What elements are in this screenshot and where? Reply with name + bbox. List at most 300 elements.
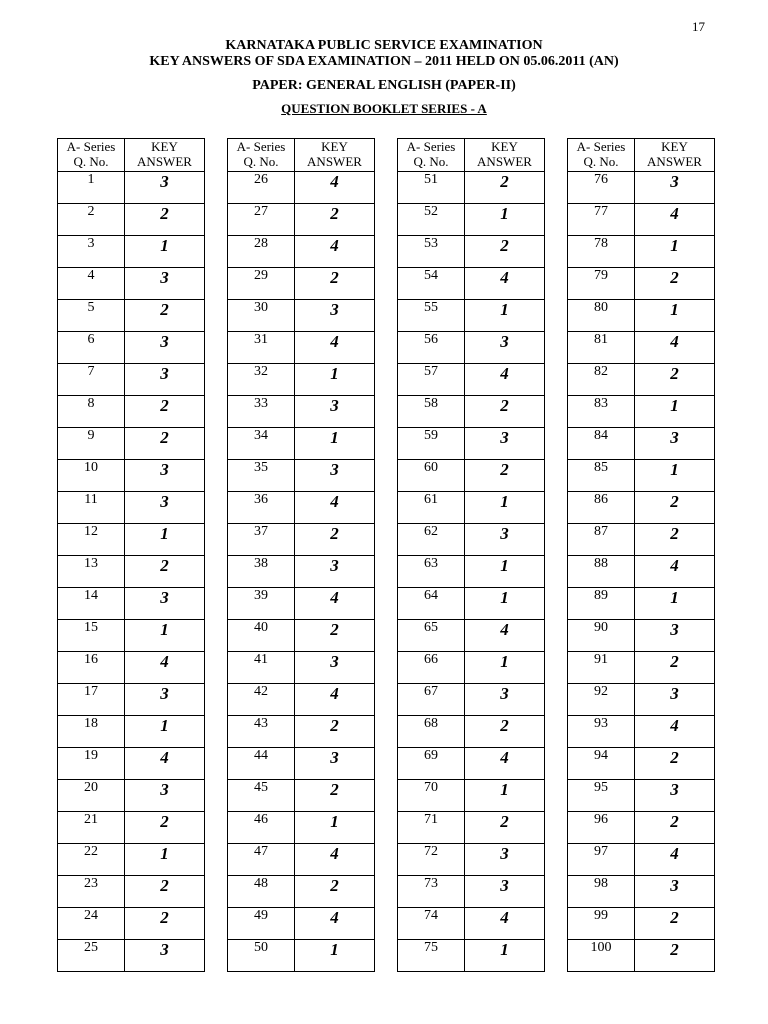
question-number: 72 (398, 844, 465, 876)
question-number: 98 (568, 876, 635, 908)
q-header (568, 139, 635, 172)
question-number: 42 (228, 684, 295, 716)
question-number: 32 (228, 364, 295, 396)
column-gap (545, 940, 568, 972)
column-gap (205, 268, 228, 300)
key-answer: 3 (635, 620, 715, 652)
column-gap (375, 204, 398, 236)
key-answer: 1 (125, 236, 205, 268)
key-answer: 1 (635, 588, 715, 620)
question-number: 81 (568, 332, 635, 364)
column-gap (375, 812, 398, 844)
column-gap (375, 908, 398, 940)
booklet-series: QUESTION BOOKLET SERIES - A (281, 101, 487, 116)
question-number: 47 (228, 844, 295, 876)
key-answer: 1 (465, 204, 545, 236)
key-answer: 3 (125, 268, 205, 300)
question-number: 9 (58, 428, 125, 460)
question-number: 58 (398, 396, 465, 428)
column-gap (545, 556, 568, 588)
column-gap (545, 460, 568, 492)
key-answer: 2 (465, 172, 545, 204)
key-answer: 3 (465, 876, 545, 908)
question-number: 57 (398, 364, 465, 396)
a-header-line1: KEY (151, 139, 178, 154)
table-row (58, 396, 715, 428)
table-row (58, 492, 715, 524)
key-answer: 3 (125, 364, 205, 396)
key-answer: 2 (125, 812, 205, 844)
question-number: 75 (398, 940, 465, 972)
key-answer: 1 (465, 588, 545, 620)
key-answer: 1 (635, 460, 715, 492)
column-gap (375, 332, 398, 364)
key-answer: 1 (125, 716, 205, 748)
table-header-row (58, 139, 715, 172)
question-number: 56 (398, 332, 465, 364)
question-number: 55 (398, 300, 465, 332)
key-answer: 1 (635, 300, 715, 332)
key-answer: 4 (465, 748, 545, 780)
key-answer: 4 (295, 172, 375, 204)
key-answer: 4 (295, 588, 375, 620)
column-gap (545, 588, 568, 620)
question-number: 40 (228, 620, 295, 652)
column-gap (375, 460, 398, 492)
question-number: 13 (58, 556, 125, 588)
column-gap (375, 524, 398, 556)
column-gap (375, 716, 398, 748)
q-header (58, 139, 125, 172)
column-gap (205, 300, 228, 332)
column-gap (375, 396, 398, 428)
question-number: 35 (228, 460, 295, 492)
question-number: 59 (398, 428, 465, 460)
key-answer: 1 (465, 780, 545, 812)
column-gap (545, 876, 568, 908)
q-header (228, 139, 295, 172)
q-header-line1: A- Series (576, 139, 626, 154)
question-number: 66 (398, 652, 465, 684)
table-row (58, 716, 715, 748)
key-answer: 4 (465, 620, 545, 652)
column-gap (205, 844, 228, 876)
q-header-line2: Q. No. (583, 154, 619, 169)
question-number: 97 (568, 844, 635, 876)
question-number: 39 (228, 588, 295, 620)
a-header-line1: KEY (491, 139, 518, 154)
key-answer: 2 (295, 268, 375, 300)
key-answer: 2 (635, 940, 715, 972)
column-gap (545, 396, 568, 428)
question-number: 48 (228, 876, 295, 908)
column-gap (545, 812, 568, 844)
column-gap (545, 748, 568, 780)
column-gap (545, 620, 568, 652)
key-answer: 2 (465, 396, 545, 428)
table-row (58, 844, 715, 876)
key-answer: 3 (465, 844, 545, 876)
a-header (295, 139, 375, 172)
question-number: 37 (228, 524, 295, 556)
question-number: 76 (568, 172, 635, 204)
a-header (125, 139, 205, 172)
column-gap (545, 780, 568, 812)
question-number: 84 (568, 428, 635, 460)
key-answer: 3 (295, 300, 375, 332)
column-gap (375, 620, 398, 652)
key-answer: 2 (465, 812, 545, 844)
question-number: 45 (228, 780, 295, 812)
column-gap (375, 139, 398, 172)
key-answer: 4 (635, 556, 715, 588)
column-gap (375, 940, 398, 972)
question-number: 18 (58, 716, 125, 748)
column-gap (375, 844, 398, 876)
question-number: 85 (568, 460, 635, 492)
question-number: 63 (398, 556, 465, 588)
key-answer: 2 (125, 556, 205, 588)
key-answer: 4 (295, 684, 375, 716)
question-number: 22 (58, 844, 125, 876)
column-gap (375, 588, 398, 620)
key-answer: 4 (635, 332, 715, 364)
key-answer: 3 (125, 460, 205, 492)
question-number: 80 (568, 300, 635, 332)
key-answer: 4 (465, 364, 545, 396)
answer-key-table (57, 138, 715, 972)
key-answer: 2 (465, 236, 545, 268)
table-row (58, 652, 715, 684)
question-number: 12 (58, 524, 125, 556)
column-gap (545, 172, 568, 204)
key-answer: 4 (295, 236, 375, 268)
column-gap (205, 332, 228, 364)
column-gap (545, 139, 568, 172)
column-gap (205, 748, 228, 780)
key-answer: 3 (125, 684, 205, 716)
key-answer: 1 (295, 812, 375, 844)
question-number: 70 (398, 780, 465, 812)
q-header (398, 139, 465, 172)
table-row (58, 908, 715, 940)
key-answer: 3 (295, 748, 375, 780)
question-number: 92 (568, 684, 635, 716)
question-number: 4 (58, 268, 125, 300)
column-gap (205, 204, 228, 236)
column-gap (375, 300, 398, 332)
question-number: 3 (58, 236, 125, 268)
column-gap (375, 780, 398, 812)
key-answer: 2 (635, 908, 715, 940)
column-gap (205, 139, 228, 172)
table-row (58, 748, 715, 780)
header-title: KARNATAKA PUBLIC SERVICE EXAMINATION (225, 38, 543, 53)
question-number: 10 (58, 460, 125, 492)
question-number: 96 (568, 812, 635, 844)
question-number: 100 (568, 940, 635, 972)
key-answer: 2 (125, 428, 205, 460)
table-row (58, 300, 715, 332)
key-answer: 3 (635, 428, 715, 460)
question-number: 28 (228, 236, 295, 268)
key-answer: 1 (295, 364, 375, 396)
question-number: 19 (58, 748, 125, 780)
key-answer: 2 (125, 396, 205, 428)
key-answer: 2 (125, 908, 205, 940)
column-gap (545, 204, 568, 236)
question-number: 50 (228, 940, 295, 972)
table-row (58, 556, 715, 588)
question-number: 21 (58, 812, 125, 844)
question-number: 93 (568, 716, 635, 748)
question-number: 1 (58, 172, 125, 204)
key-answer: 2 (295, 876, 375, 908)
column-gap (205, 876, 228, 908)
key-answer: 2 (125, 300, 205, 332)
key-answer: 1 (125, 844, 205, 876)
table-row (58, 172, 715, 204)
key-answer: 1 (125, 524, 205, 556)
key-answer: 3 (295, 396, 375, 428)
column-gap (375, 876, 398, 908)
question-number: 5 (58, 300, 125, 332)
key-answer: 4 (635, 844, 715, 876)
question-number: 86 (568, 492, 635, 524)
question-number: 60 (398, 460, 465, 492)
column-gap (375, 748, 398, 780)
key-answer: 3 (125, 780, 205, 812)
key-answer: 2 (635, 748, 715, 780)
q-header-line1: A- Series (236, 139, 286, 154)
column-gap (205, 492, 228, 524)
a-header-line2: ANSWER (307, 154, 362, 169)
question-number: 51 (398, 172, 465, 204)
q-header-line1: A- Series (66, 139, 116, 154)
question-number: 31 (228, 332, 295, 364)
column-gap (545, 364, 568, 396)
question-number: 65 (398, 620, 465, 652)
column-gap (545, 524, 568, 556)
question-number: 73 (398, 876, 465, 908)
question-number: 7 (58, 364, 125, 396)
question-number: 25 (58, 940, 125, 972)
question-number: 17 (58, 684, 125, 716)
column-gap (545, 236, 568, 268)
column-gap (375, 684, 398, 716)
key-answer: 4 (295, 844, 375, 876)
question-number: 53 (398, 236, 465, 268)
key-answer: 2 (635, 364, 715, 396)
a-header-line2: ANSWER (647, 154, 702, 169)
question-number: 91 (568, 652, 635, 684)
key-answer: 3 (465, 428, 545, 460)
column-gap (205, 524, 228, 556)
column-gap (545, 908, 568, 940)
table-row (58, 684, 715, 716)
table-row (58, 268, 715, 300)
q-header-line1: A- Series (406, 139, 456, 154)
key-answer: 4 (465, 268, 545, 300)
column-gap (205, 652, 228, 684)
key-answer: 3 (295, 556, 375, 588)
question-number: 87 (568, 524, 635, 556)
question-number: 15 (58, 620, 125, 652)
table-row (58, 780, 715, 812)
column-gap (205, 460, 228, 492)
key-answer: 2 (635, 268, 715, 300)
key-answer: 4 (295, 492, 375, 524)
column-gap (545, 652, 568, 684)
table-row (58, 812, 715, 844)
table-row (58, 876, 715, 908)
question-number: 90 (568, 620, 635, 652)
key-answer: 3 (295, 460, 375, 492)
column-gap (375, 236, 398, 268)
question-number: 99 (568, 908, 635, 940)
key-answer: 3 (465, 684, 545, 716)
a-header (465, 139, 545, 172)
table-row (58, 236, 715, 268)
key-answer: 1 (295, 428, 375, 460)
document-header (0, 38, 768, 117)
column-gap (205, 908, 228, 940)
column-gap (205, 236, 228, 268)
question-number: 14 (58, 588, 125, 620)
question-number: 52 (398, 204, 465, 236)
key-answer: 4 (295, 332, 375, 364)
question-number: 33 (228, 396, 295, 428)
a-header-line1: KEY (661, 139, 688, 154)
key-answer: 3 (635, 780, 715, 812)
question-number: 82 (568, 364, 635, 396)
column-gap (205, 684, 228, 716)
question-number: 49 (228, 908, 295, 940)
key-answer: 4 (125, 748, 205, 780)
key-answer: 3 (125, 940, 205, 972)
question-number: 61 (398, 492, 465, 524)
key-answer: 3 (465, 332, 545, 364)
question-number: 88 (568, 556, 635, 588)
question-number: 46 (228, 812, 295, 844)
column-gap (205, 556, 228, 588)
column-gap (375, 268, 398, 300)
header-subtitle: KEY ANSWERS OF SDA EXAMINATION – 2011 HELD ON 05.06.2011 (AN) (149, 54, 619, 69)
table-row (58, 588, 715, 620)
question-number: 44 (228, 748, 295, 780)
key-answer: 2 (295, 204, 375, 236)
column-gap (205, 364, 228, 396)
column-gap (545, 300, 568, 332)
column-gap (205, 172, 228, 204)
key-answer: 3 (465, 524, 545, 556)
column-gap (205, 812, 228, 844)
question-number: 16 (58, 652, 125, 684)
question-number: 67 (398, 684, 465, 716)
question-number: 23 (58, 876, 125, 908)
question-number: 36 (228, 492, 295, 524)
column-gap (205, 396, 228, 428)
key-answer: 2 (295, 716, 375, 748)
question-number: 69 (398, 748, 465, 780)
question-number: 74 (398, 908, 465, 940)
column-gap (205, 588, 228, 620)
question-number: 79 (568, 268, 635, 300)
question-number: 8 (58, 396, 125, 428)
question-number: 2 (58, 204, 125, 236)
column-gap (375, 652, 398, 684)
key-answer: 3 (125, 588, 205, 620)
question-number: 41 (228, 652, 295, 684)
key-answer: 4 (295, 908, 375, 940)
a-header-line2: ANSWER (137, 154, 192, 169)
key-answer: 2 (465, 716, 545, 748)
key-answer: 2 (465, 460, 545, 492)
question-number: 54 (398, 268, 465, 300)
key-answer: 3 (635, 172, 715, 204)
question-number: 77 (568, 204, 635, 236)
q-header-line2: Q. No. (73, 154, 109, 169)
question-number: 43 (228, 716, 295, 748)
a-header-line2: ANSWER (477, 154, 532, 169)
table-row (58, 524, 715, 556)
question-number: 34 (228, 428, 295, 460)
table-row (58, 364, 715, 396)
a-header (635, 139, 715, 172)
column-gap (545, 684, 568, 716)
question-number: 6 (58, 332, 125, 364)
question-number: 30 (228, 300, 295, 332)
key-answer: 4 (635, 716, 715, 748)
column-gap (545, 332, 568, 364)
table-row (58, 460, 715, 492)
key-answer: 1 (465, 652, 545, 684)
column-gap (545, 844, 568, 876)
column-gap (545, 492, 568, 524)
key-answer: 3 (125, 332, 205, 364)
key-answer: 3 (125, 492, 205, 524)
q-header-line2: Q. No. (413, 154, 449, 169)
table-row (58, 428, 715, 460)
question-number: 95 (568, 780, 635, 812)
key-answer: 1 (465, 940, 545, 972)
key-answer: 1 (295, 940, 375, 972)
key-answer: 2 (635, 492, 715, 524)
key-answer: 2 (635, 524, 715, 556)
a-header-line1: KEY (321, 139, 348, 154)
key-answer: 1 (125, 620, 205, 652)
key-answer: 4 (125, 652, 205, 684)
column-gap (545, 428, 568, 460)
key-answer: 1 (465, 556, 545, 588)
key-answer: 2 (125, 876, 205, 908)
column-gap (205, 940, 228, 972)
question-number: 24 (58, 908, 125, 940)
question-number: 62 (398, 524, 465, 556)
question-number: 29 (228, 268, 295, 300)
column-gap (205, 428, 228, 460)
table-row (58, 620, 715, 652)
question-number: 38 (228, 556, 295, 588)
question-number: 26 (228, 172, 295, 204)
column-gap (545, 268, 568, 300)
key-answer: 1 (465, 300, 545, 332)
column-gap (205, 716, 228, 748)
question-number: 71 (398, 812, 465, 844)
column-gap (375, 428, 398, 460)
question-number: 11 (58, 492, 125, 524)
column-gap (545, 716, 568, 748)
